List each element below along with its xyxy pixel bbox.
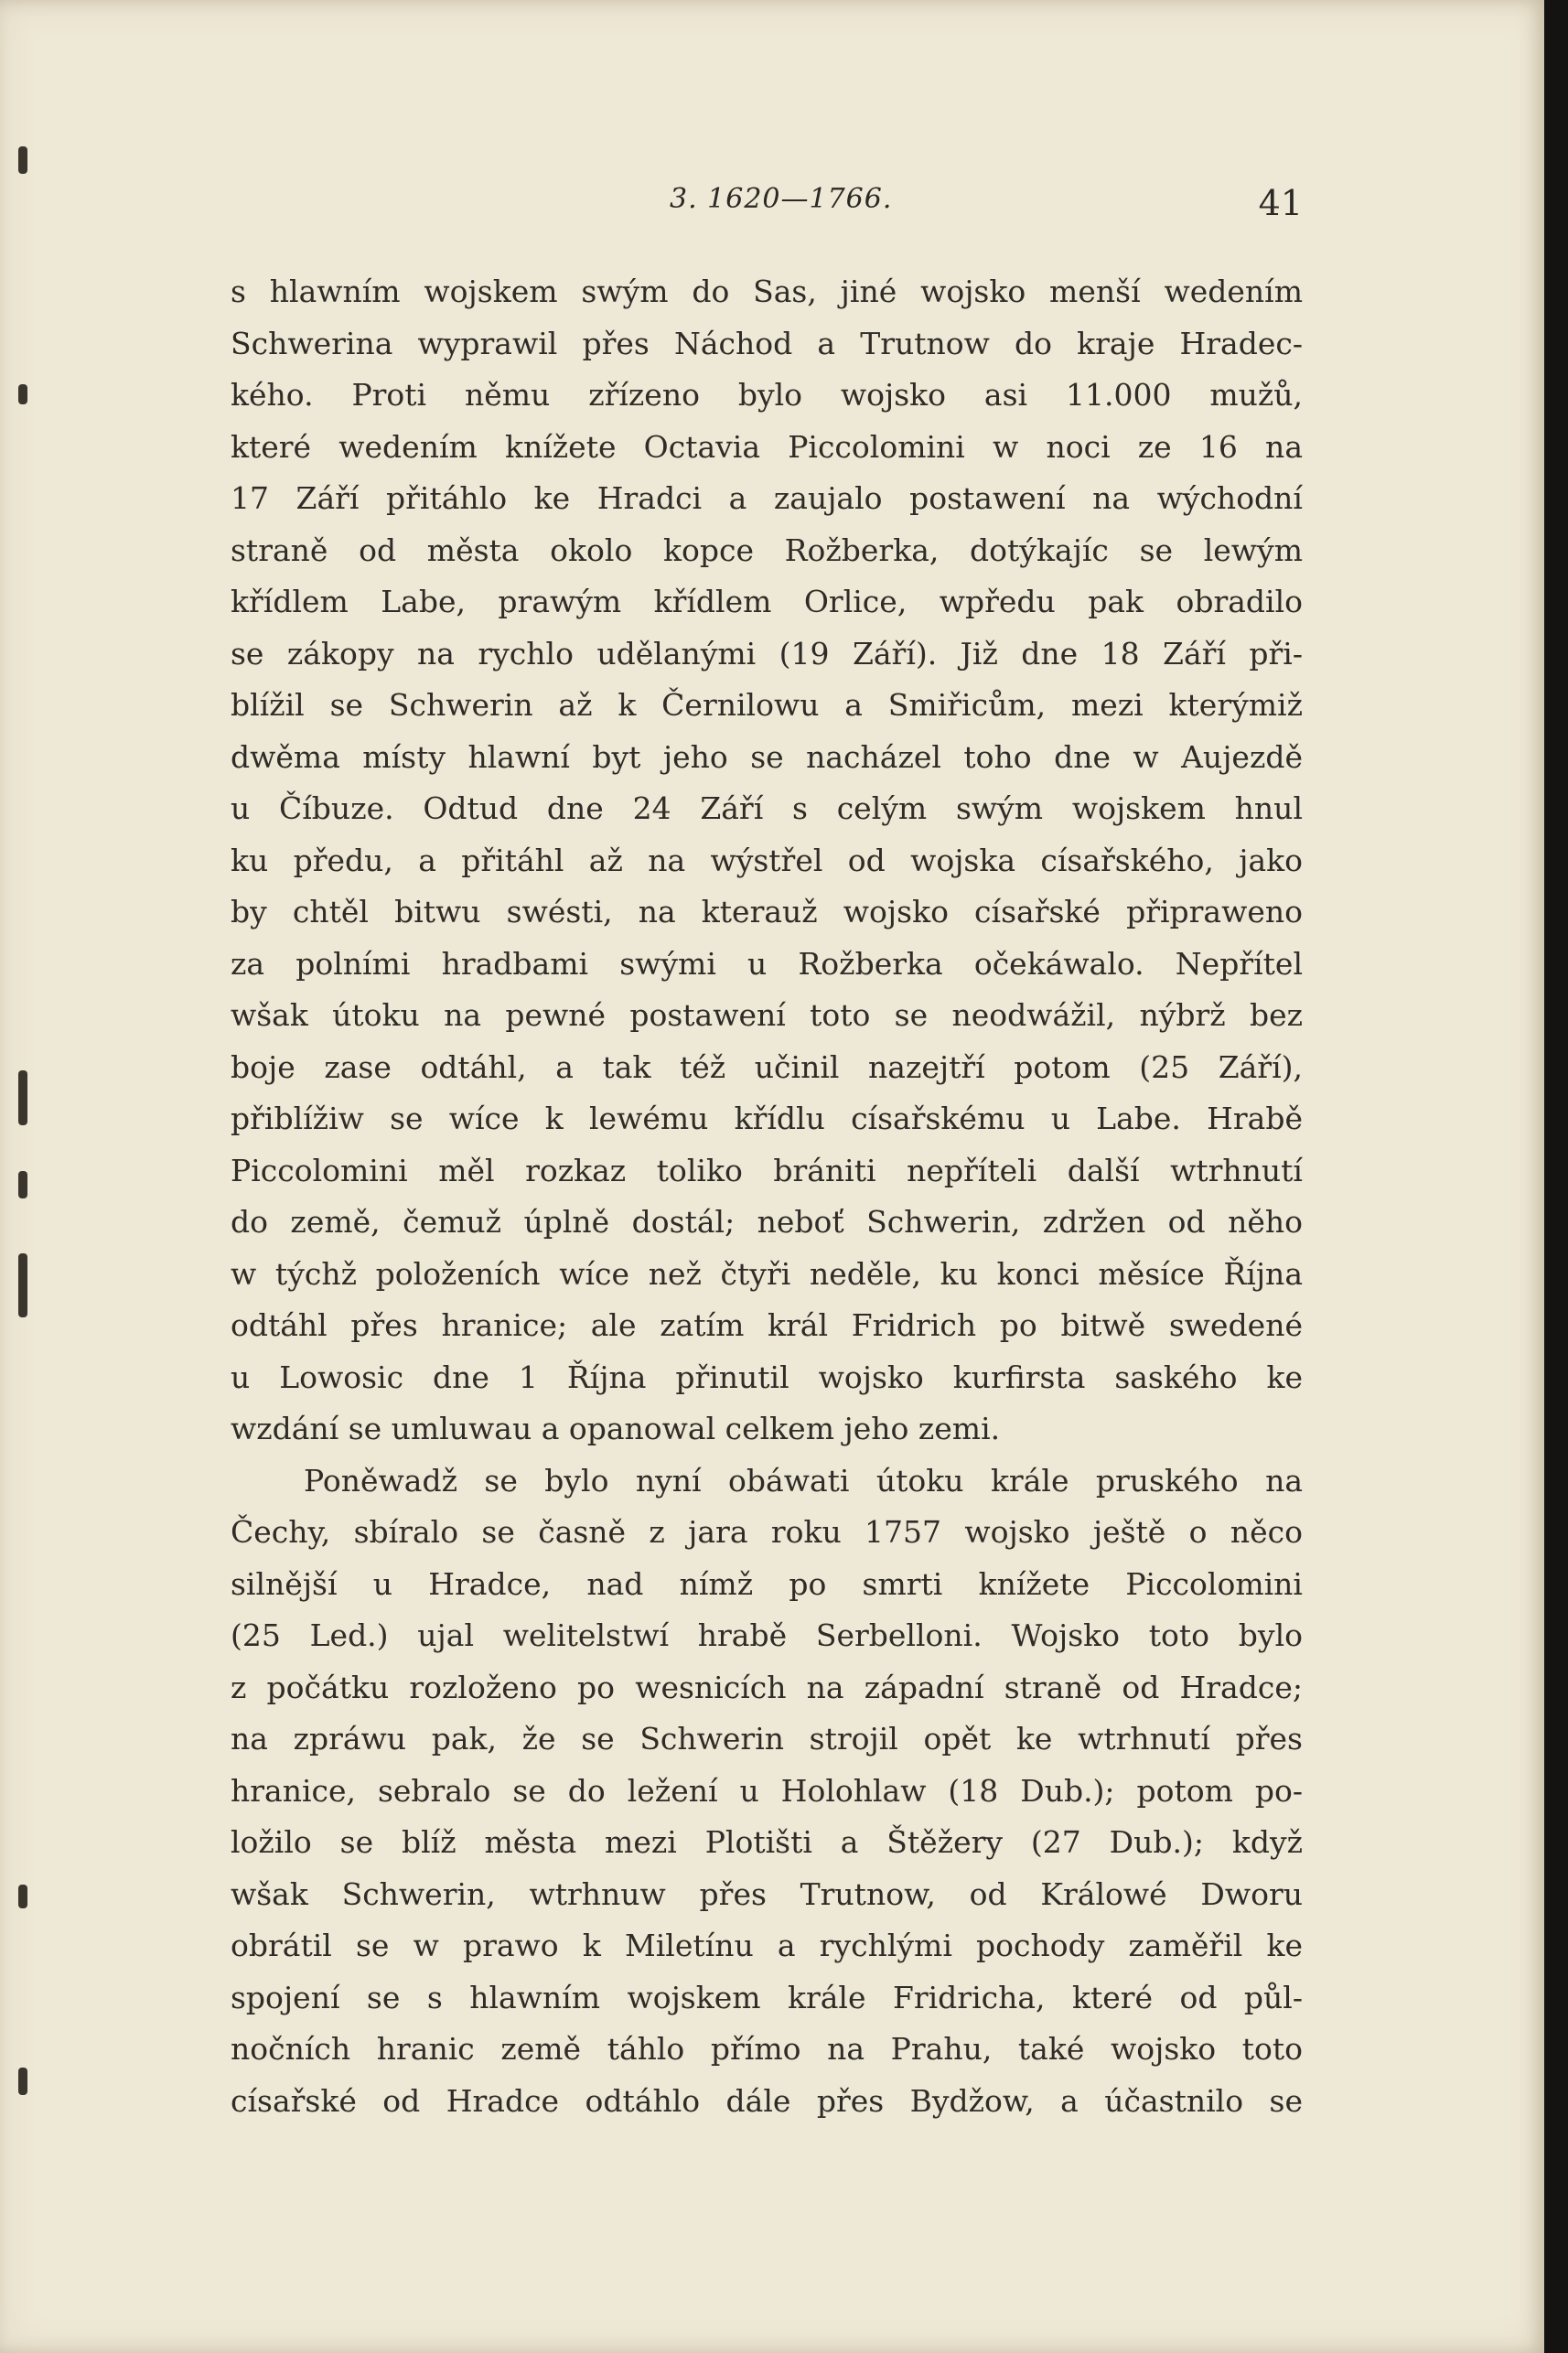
binding-mark bbox=[18, 146, 27, 174]
text-line: ložilo se blíž města mezi Plotišti a Štěžery (27 Dub.); když bbox=[231, 1824, 1303, 1860]
text-line: s hlawním wojskem swým do Sas, jiné wojsko menší wedením bbox=[231, 274, 1303, 309]
body-text bbox=[231, 266, 1303, 2127]
text-line: přiblížiw se wíce k lewému křídlu císařskému u Labe. Hrabě bbox=[231, 1101, 1303, 1136]
text-line: hranice, sebralo se do ležení u Holohlaw (18 Dub.); potom po- bbox=[231, 1772, 1303, 1809]
text-line: 17 Září přitáhlo ke Hradci a zaujalo postawení na wýchodní bbox=[231, 480, 1303, 516]
text-line: za polními hradbami swými u Rožberka očekáwalo. Nepřítel bbox=[231, 945, 1303, 982]
paragraph bbox=[231, 1456, 1303, 2128]
text-line: císařské od Hradce odtáhlo dále přes Bydžow, a účastnilo se bbox=[231, 2082, 1303, 2119]
text-line: Piccolomini měl rozkaz toliko brániti nepříteli další wtrhnutí bbox=[231, 1152, 1303, 1188]
text-line: straně od města okolo kopce Rožberka, dotýkajíc se lewým bbox=[231, 532, 1303, 568]
running-head: 3. 1620—1766. bbox=[670, 183, 893, 215]
text-line: do země, čemuž úplně dostál; neboť Schwerin, zdržen od něho bbox=[231, 1204, 1303, 1240]
page-header bbox=[231, 179, 1303, 234]
text-line: na zpráwu pak, že se Schwerin strojil opět ke wtrhnutí přes bbox=[231, 1721, 1303, 1757]
text-line: boje zase odtáhl, a tak též učinil nazejtří potom (25 Září), bbox=[231, 1048, 1303, 1085]
text-line: dwěma místy hlawní byt jeho se nacházel toho dne w Aujezdě bbox=[231, 738, 1303, 775]
text-line: které wedením knížete Octavia Piccolomini w noci ze 16 na bbox=[231, 428, 1303, 465]
binding-mark bbox=[18, 1070, 27, 1125]
text-line: wšak Schwerin, wtrhnuw přes Trutnow, od Králowé Dworu bbox=[231, 1875, 1303, 1912]
text-line: odtáhl přes hranice; ale zatím král Fridrich po bitwě swedené bbox=[231, 1307, 1303, 1343]
text-line: wzdání se umluwau a opanowal celkem jeho zemi. bbox=[231, 1411, 1001, 1446]
text-line: Čechy, sbíralo se časně z jara roku 1757 wojsko ještě o něco bbox=[231, 1514, 1303, 1550]
text-line: z počátku rozloženo po wesnicích na západní straně od Hradce; bbox=[231, 1669, 1303, 1705]
binding-mark bbox=[18, 384, 27, 404]
text-line: (25 Led.) ujal welitelstwí hrabě Serbelloni. Wojsko toto bylo bbox=[231, 1617, 1303, 1653]
binding-mark bbox=[18, 1171, 27, 1198]
binding-mark bbox=[18, 1253, 27, 1317]
paragraph bbox=[231, 266, 1303, 1456]
text-line: u Číbuze. Odtud dne 24 Září s celým swým wojskem hnul bbox=[231, 790, 1303, 826]
text-line: ku předu, a přitáhl až na wýstřel od wojska císařského, jako bbox=[231, 842, 1303, 878]
text-line: křídlem Labe, prawým křídlem Orlice, wpředu pak obradilo bbox=[231, 584, 1303, 619]
text-line: u Lowosic dne 1 Října přinutil wojsko kurfirsta saského ke bbox=[231, 1359, 1303, 1395]
text-line: w týchž položeních wíce než čtyři neděle, ku konci měsíce Října bbox=[231, 1255, 1303, 1292]
binding-mark bbox=[18, 2068, 27, 2095]
page-number: 41 bbox=[1258, 183, 1303, 223]
text-line: silnější u Hradce, nad nímž po smrti knížete Piccolomini bbox=[231, 1565, 1303, 1602]
text-line: Schwerina wyprawil přes Náchod a Trutnow do kraje Hradec- bbox=[231, 325, 1303, 361]
scan-edge bbox=[1544, 0, 1568, 2353]
text-line: se zákopy na rychlo udělanými (19 Září). Již dne 18 Září při- bbox=[231, 635, 1303, 672]
text-line: obrátil se w prawo k Miletínu a rychlými pochody zaměřil ke bbox=[231, 1928, 1303, 1963]
text-line: spojení se s hlawním wojskem krále Fridricha, které od půl- bbox=[231, 1979, 1303, 2015]
text-line: nočních hranic země táhlo přímo na Prahu, také wojsko toto bbox=[231, 2031, 1303, 2067]
text-line: Poněwadž se bylo nyní obáwati útoku krále pruského na bbox=[304, 1462, 1303, 1499]
text-line: kého. Proti němu zřízeno bylo wojsko asi 11.000 mužů, bbox=[231, 377, 1303, 413]
binding-edge bbox=[18, 128, 29, 2095]
binding-mark bbox=[18, 1885, 27, 1908]
text-line: by chtěl bitwu swésti, na kterauž wojsko císařské připraweno bbox=[231, 894, 1303, 929]
text-line: blížil se Schwerin až k Černilowu a Smiřicům, mezi kterýmiž bbox=[231, 687, 1303, 723]
text-line: wšak útoku na pewné postawení toto se neodwážil, nýbrž bez bbox=[231, 997, 1303, 1033]
